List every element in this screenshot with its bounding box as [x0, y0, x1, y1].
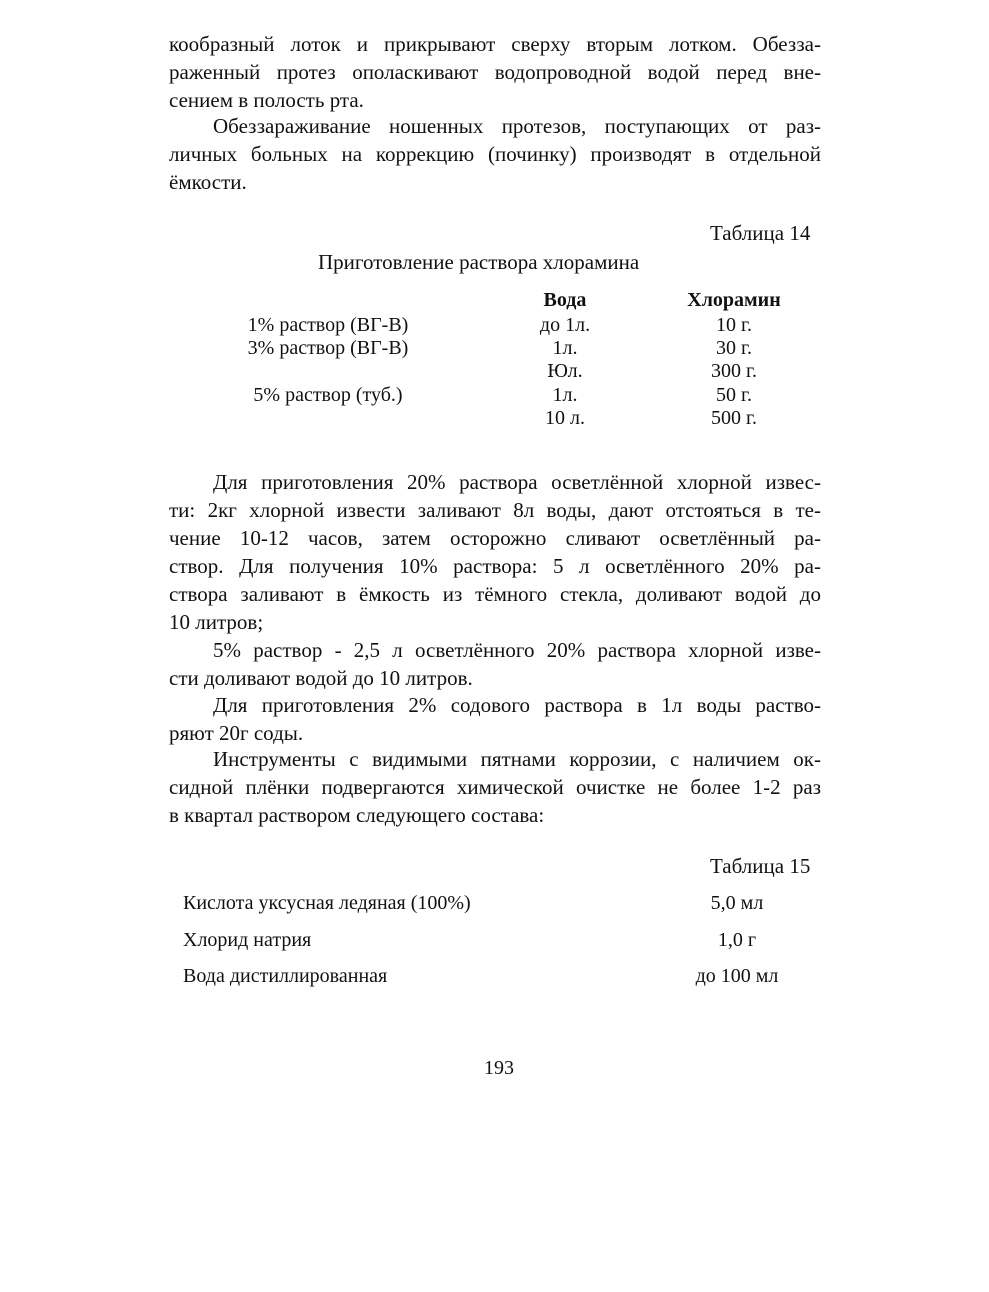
page-number: 193 [484, 1057, 514, 1079]
paragraph-2 [169, 112, 821, 196]
text-line: ёмкости. [169, 170, 247, 194]
row-amount: 5,0 мл [710, 892, 764, 914]
row-water: до 1л. [539, 314, 591, 336]
text-line: сти доливают водой до 10 литров. [169, 666, 473, 690]
row-name: 5% раствор (туб.) [253, 384, 403, 406]
text-line: 5% раствор - 2,5 л осветлённого 20% раствора хлорной изве- [213, 638, 821, 662]
row-name: Вода дистиллированная [183, 965, 388, 987]
row-name: 1% раствор (ВГ-В) [247, 314, 409, 336]
text-line: сидной плёнки подвергаются химической очистке не более 1-2 раз [169, 775, 821, 799]
row-water: 1л. [552, 384, 578, 406]
row-water: 1л. [552, 337, 578, 359]
text-line: Для приготовления 20% раствора осветлённой хлорной извес- [213, 470, 821, 494]
paragraph-3 [169, 468, 821, 636]
row-chloramine: 300 г. [711, 360, 757, 382]
text-line: ти: 2кг хлорной извести заливают 8л воды, дают отстояться в те- [169, 498, 821, 522]
table-14-label: Таблица 14 [710, 221, 811, 245]
row-chloramine: 50 г. [716, 384, 752, 406]
text-line: кообразный лоток и прикрывают сверху вторым лотком. Обезза- [169, 32, 821, 56]
paragraph-1 [169, 30, 821, 114]
row-amount: до 100 мл [695, 965, 779, 987]
column-header-chloramine: Хлорамин [687, 289, 781, 311]
paragraph-4 [169, 636, 821, 692]
table-14-title: Приготовление раствора хлорамина [318, 250, 640, 274]
text-line: раженный протез ополаскивают водопроводной водой перед вне- [169, 60, 821, 84]
row-water: Юл. [547, 360, 583, 382]
paragraph-6 [169, 745, 821, 829]
column-header-water: Вода [543, 289, 587, 311]
row-name: Хлорид натрия [183, 929, 312, 951]
text-line: ряют 20г соды. [169, 721, 304, 745]
row-water: 10 л. [545, 407, 585, 429]
text-line: створа заливают в ёмкость из тёмного стекла, доливают водой до [169, 582, 821, 606]
row-amount: 1,0 г [717, 929, 757, 951]
row-chloramine: 500 г. [711, 407, 757, 429]
row-name: Кислота уксусная ледяная (100%) [183, 892, 471, 914]
text-line: створ. Для получения 10% раствора: 5 л осветлённого 20% ра- [169, 554, 821, 578]
row-chloramine: 10 г. [716, 314, 752, 336]
row-name: 3% раствор (ВГ-В) [247, 337, 409, 359]
text-line: Обеззараживание ношенных протезов, поступающих от раз- [213, 114, 821, 138]
paragraph-5 [169, 691, 821, 747]
text-line: 10 литров; [169, 610, 264, 634]
text-line: сением в полость рта. [169, 88, 364, 112]
table-15-label: Таблица 15 [710, 854, 811, 878]
text-line: в квартал раствором следующего состава: [169, 803, 545, 827]
text-line: личных больных на коррекцию (починку) производят в отдельной [169, 142, 821, 166]
text-line: чение 10-12 часов, затем осторожно сливают осветлённый ра- [169, 526, 821, 550]
text-line: Инструменты с видимыми пятнами коррозии, с наличием ок- [213, 747, 821, 771]
text-line: Для приготовления 2% содового раствора в 1л воды раство- [213, 693, 821, 717]
row-chloramine: 30 г. [716, 337, 752, 359]
